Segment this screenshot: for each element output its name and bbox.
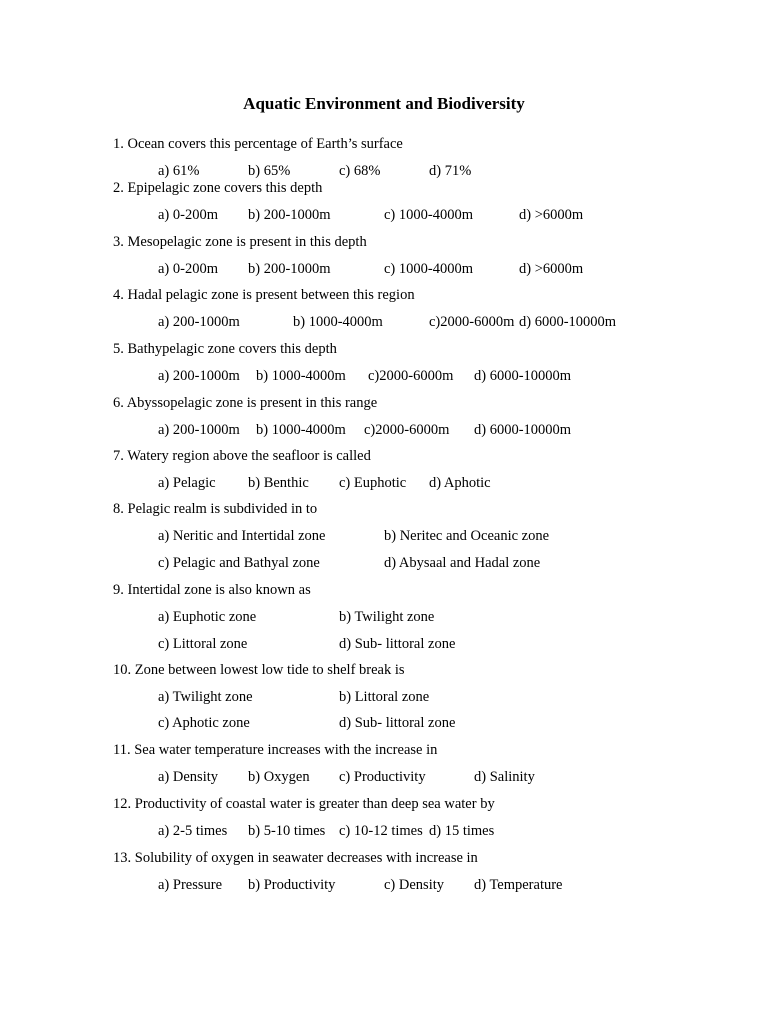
question-10: 10. Zone between lowest low tide to shelf break is <box>113 662 405 678</box>
option-10c: c) Aphotic zone <box>158 715 250 731</box>
question-1: 1. Ocean covers this percentage of Earth’s surface <box>113 136 403 152</box>
option-6d: d) 6000-10000m <box>474 422 572 438</box>
question-2: 2. Epipelagic zone covers this depth <box>113 180 323 196</box>
option-2c: c) 1000-4000m <box>384 207 473 223</box>
option-10a: a) Twilight zone <box>158 689 253 705</box>
option-12d: d) 15 times <box>429 823 495 839</box>
option-8a: a) Neritic and Intertidal zone <box>158 528 326 544</box>
option-9a: a) Euphotic zone <box>158 609 257 625</box>
question-7: 7. Watery region above the seafloor is called <box>113 448 371 464</box>
option-7b: b) Benthic <box>248 475 309 491</box>
question-8: 8. Pelagic realm is subdivided in to <box>113 501 318 517</box>
option-6b: b) 1000-4000m <box>256 422 346 438</box>
option-3c: c) 1000-4000m <box>384 261 473 277</box>
option-13b: b) Productivity <box>248 877 336 893</box>
option-10d: d) Sub- littoral zone <box>339 715 456 731</box>
option-2d: d) >6000m <box>519 207 584 223</box>
option-11c: c) Productivity <box>339 769 426 785</box>
option-5a: a) 200-1000m <box>158 368 240 384</box>
option-8b: b) Neritec and Oceanic zone <box>384 528 550 544</box>
question-3: 3. Mesopelagic zone is present in this depth <box>113 234 367 250</box>
option-2b: b) 200-1000m <box>248 207 331 223</box>
option-5b: b) 1000-4000m <box>256 368 346 384</box>
option-9d: d) Sub- littoral zone <box>339 636 456 652</box>
option-10b: b) Littoral zone <box>339 689 430 705</box>
question-9: 9. Intertidal zone is also known as <box>113 582 311 598</box>
option-5c: c)2000-6000m <box>368 368 454 384</box>
option-11d: d) Salinity <box>474 769 535 785</box>
option-6c: c)2000-6000m <box>364 422 450 438</box>
option-7a: a) Pelagic <box>158 475 216 491</box>
option-4c: c)2000-6000m <box>429 314 515 330</box>
option-1b: b) 65% <box>248 163 291 179</box>
option-4b: b) 1000-4000m <box>293 314 383 330</box>
option-7d: d) Aphotic <box>429 475 491 491</box>
question-5: 5. Bathypelagic zone covers this depth <box>113 341 337 357</box>
option-7c: c) Euphotic <box>339 475 407 491</box>
option-13a: a) Pressure <box>158 877 223 893</box>
option-12c: c) 10-12 times <box>339 823 423 839</box>
option-2a: a) 0-200m <box>158 207 218 223</box>
option-4a: a) 200-1000m <box>158 314 240 330</box>
option-4d: d) 6000-10000m <box>519 314 617 330</box>
option-9b: b) Twilight zone <box>339 609 435 625</box>
option-3a: a) 0-200m <box>158 261 218 277</box>
option-8d: d) Abysaal and Hadal zone <box>384 555 541 571</box>
option-1c: c) 68% <box>339 163 381 179</box>
option-11b: b) Oxygen <box>248 769 310 785</box>
question-13: 13. Solubility of oxygen in seawater decreases with increase in <box>113 850 478 866</box>
option-12a: a) 2-5 times <box>158 823 228 839</box>
option-6a: a) 200-1000m <box>158 422 240 438</box>
option-3d: d) >6000m <box>519 261 584 277</box>
option-1a: a) 61% <box>158 163 200 179</box>
question-6: 6. Abyssopelagic zone is present in this range <box>113 395 378 411</box>
option-3b: b) 200-1000m <box>248 261 331 277</box>
option-8c: c) Pelagic and Bathyal zone <box>158 555 320 571</box>
option-13d: d) Temperature <box>474 877 563 893</box>
page-title: Aquatic Environment and Biodiversity <box>243 94 525 113</box>
option-9c: c) Littoral zone <box>158 636 248 652</box>
option-1d: d) 71% <box>429 163 472 179</box>
option-11a: a) Density <box>158 769 218 785</box>
option-12b: b) 5-10 times <box>248 823 326 839</box>
option-13c: c) Density <box>384 877 444 893</box>
option-5d: d) 6000-10000m <box>474 368 572 384</box>
question-11: 11. Sea water temperature increases with the increase in <box>113 742 438 758</box>
question-12: 12. Productivity of coastal water is greater than deep sea water by <box>113 796 495 812</box>
question-4: 4. Hadal pelagic zone is present between this region <box>113 287 415 303</box>
